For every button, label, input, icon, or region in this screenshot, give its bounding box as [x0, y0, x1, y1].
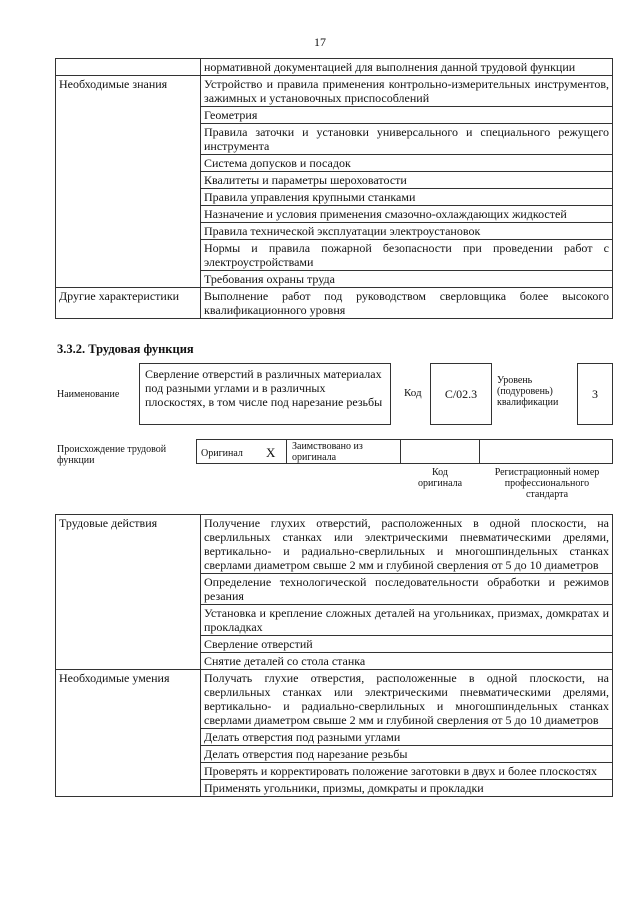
- name-value: Сверление отверстий в различных материалах под разными углами и в различных плоскостях, в том числе под нарезание резьбы: [139, 363, 391, 425]
- table-cell: Сверление отверстий: [201, 636, 613, 653]
- row-label: Необходимые знания: [56, 76, 201, 288]
- code-value: C/02.3: [430, 363, 492, 425]
- table-cell: Получение глухих отверстий, расположенных в одной плоскости, на сверлильных станках или электрическими пневматическими дрелями, вертикально- и радиально-сверлильных и многошпиндельных станках сверлами диаметром свыше 2 мм и глубиной сверления от 5 до 10 диаметров: [201, 515, 613, 574]
- divider: [479, 439, 480, 464]
- table-cell: Нормы и правила пожарной безопасности при проведении работ с электроустройствами: [201, 240, 613, 271]
- table-cell: Установка и крепление сложных деталей на угольниках, призмах, домкратах и прокладках: [201, 605, 613, 636]
- borrowed-label: Заимствовано из оригинала: [292, 441, 363, 463]
- table-cell: Определение технологической последовательности обработки и режимов резания: [201, 574, 613, 605]
- row-label: [56, 59, 201, 76]
- table-cell: Квалитеты и параметры шероховатости: [201, 172, 613, 189]
- table-row: [56, 515, 613, 574]
- level-label: Уровень (подуровень) квалификации: [497, 375, 559, 408]
- table-cell: Правила управления крупными станками: [201, 189, 613, 206]
- table-cell: Требования охраны труда: [201, 271, 613, 288]
- row-label: Другие характеристики: [56, 288, 201, 319]
- origin-box: [196, 439, 613, 464]
- bottom-table: [55, 514, 613, 797]
- table-row: [56, 670, 613, 729]
- row-label: Трудовые действия: [56, 515, 201, 670]
- code-caption: Код оригинала: [417, 467, 463, 489]
- table-cell: Устройство и правила применения контрольно-измерительных инструментов, зажимных и установочных приспособлений: [201, 76, 613, 107]
- table-cell: нормативной документацией для выполнения данной трудовой функции: [201, 59, 613, 76]
- original-mark: X: [266, 445, 276, 460]
- divider: [400, 439, 401, 464]
- table-cell: Система допусков и посадок: [201, 155, 613, 172]
- table-cell: Геометрия: [201, 107, 613, 124]
- table-cell: Проверять и корректировать положение заготовки в двух и более плоскостях: [201, 763, 613, 780]
- table-cell: Назначение и условия применения смазочно-охлаждающих жидкостей: [201, 206, 613, 223]
- table-cell: Применять угольники, призмы, домкраты и прокладки: [201, 780, 613, 797]
- table-cell: Правила заточки и установки универсального и специального режущего инструмента: [201, 124, 613, 155]
- table-cell: Правила технической эксплуатации электроустановок: [201, 223, 613, 240]
- table-row: [56, 59, 613, 76]
- level-value: 3: [577, 363, 613, 425]
- reg-caption: Регистрационный номер профессионального стандарта: [494, 467, 600, 500]
- table-cell: Делать отверстия под разными углами: [201, 729, 613, 746]
- code-label: Код: [404, 387, 422, 399]
- original-label: Оригинал: [201, 448, 243, 459]
- top-table: [55, 58, 613, 319]
- table-row: [56, 76, 613, 107]
- section-title: 3.3.2. Трудовая функция: [57, 342, 194, 356]
- page-number: 17: [314, 35, 326, 49]
- origin-label: Происхождение трудовой функции: [57, 444, 167, 466]
- row-label: Необходимые умения: [56, 670, 201, 797]
- table-cell: Делать отверстия под нарезание резьбы: [201, 746, 613, 763]
- table-cell: Получать глухие отверстия, расположенные в одной плоскости, на сверлильных станках или электрическими пневматическими дрелями, вертикально- и радиально-сверлильных и многошпиндельных станках сверлами диаметром свыше 2 мм и глубиной сверления от 5 до 10 диаметров: [201, 670, 613, 729]
- table-cell: Выполнение работ под руководством сверловщика более высокого квалификационного уровня: [201, 288, 613, 319]
- table-row: [56, 288, 613, 319]
- name-label: Наименование: [57, 389, 120, 400]
- table-cell: Снятие деталей со стола станка: [201, 653, 613, 670]
- divider: [286, 439, 287, 464]
